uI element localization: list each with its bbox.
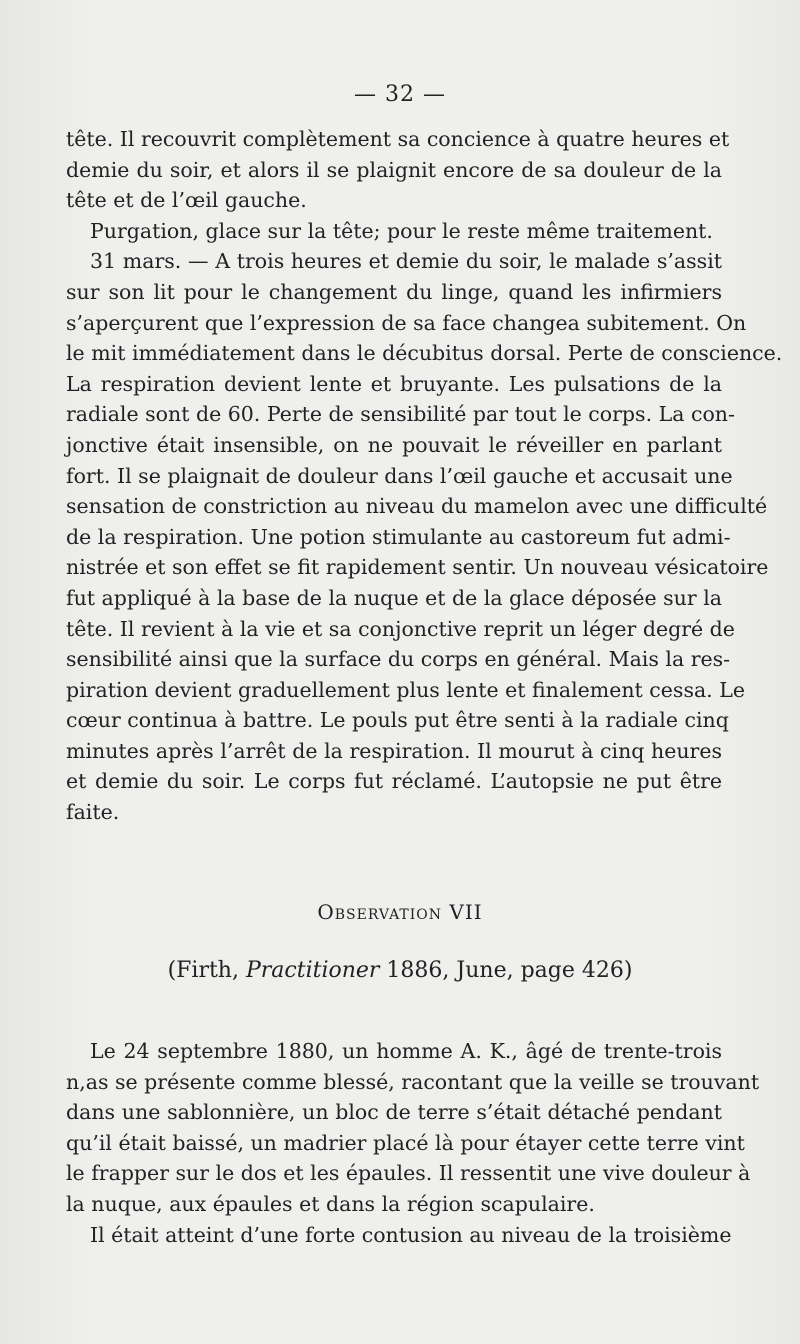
text-line: 31 mars. — A trois heures et demie du soir, le malade s’assit (90, 249, 722, 274)
text-line: Le 24 septembre 1880, un homme A. K., âgé de trente-trois (90, 1039, 722, 1063)
text-line: faite. (66, 800, 120, 825)
text-line: La respiration devient lente et bruyante. Les pulsations de la (66, 371, 722, 396)
text-line: piration devient graduellement plus lente et finalement cessa. Le (66, 677, 745, 702)
text-line: sensibilité ainsi que la surface du corps en général. Mais la res- (66, 647, 731, 672)
text-block-lower (66, 1036, 760, 1250)
text-line: nistrée et son effet se fit rapidement sentir. Un nouveau vésicatoire (66, 555, 769, 580)
text-line: tête. Il recouvrit complètement sa concience à quatre heures et (66, 127, 730, 151)
page-number: — 32 — (354, 82, 446, 107)
observation-heading: Observation VII (317, 900, 483, 924)
citation-author: (Firth, (167, 958, 246, 983)
text-line: radiale sont de 60. Perte de sensibilité par tout le corps. La con- (66, 402, 735, 427)
text-line: sur son lit pour le changement du linge, quand les infirmiers (66, 279, 722, 304)
text-line: fort. Il se plaignait de douleur dans l’œil gauche et accusait une (66, 463, 733, 488)
citation-journal: Practitioner (245, 958, 380, 983)
text-line: jonctive était insensible, on ne pouvait le réveiller en parlant (66, 432, 722, 457)
text-line: de la respiration. Une potion stimulante au castoreum fut admi- (66, 524, 731, 549)
text-line: fut appliqué à la base de la nuque et de la glace déposée sur la (66, 585, 722, 610)
text-line: sensation de constriction au niveau du mamelon avec une difficulté (66, 494, 768, 519)
text-line: cœur continua à battre. Le pouls put être senti à la radiale cinq (66, 708, 729, 733)
citation-details: 1886, June, page 426) (379, 958, 633, 983)
observation-citation (0, 958, 800, 983)
text-line: n,as se présente comme blessé, racontant que la veille se trouvant (66, 1069, 760, 1094)
text-line: minutes après l’arrêt de la respiration. Il mourut à cinq heures (66, 738, 722, 763)
text-line: dans une sablonnière, un bloc de terre s’était détaché pendant (66, 1100, 722, 1125)
text-line: s’aperçurent que l’expression de sa face changea subitement. On (66, 310, 747, 335)
text-line: Purgation, glace sur la tête; pour le reste même traitement. (90, 218, 713, 243)
text-line: qu’il était baissé, un madrier placé là pour étayer cette terre vint (66, 1130, 745, 1155)
text-line: le mit immédiatement dans le décubitus dorsal. Perte de conscience. (66, 341, 783, 366)
text-line: et demie du soir. Le corps fut réclamé. L’autopsie ne put être (66, 769, 722, 794)
text-line: tête. Il revient à la vie et sa conjonctive reprit un léger degré de (66, 616, 735, 641)
text-line: demie du soir, et alors il se plaignit encore de sa douleur de la (66, 157, 722, 182)
text-line: Il était atteint d’une forte contusion au niveau de la troisième (90, 1222, 732, 1247)
text-line: le frapper sur le dos et les épaules. Il ressentit une vive douleur à (66, 1161, 751, 1186)
text-line: la nuque, aux épaules et dans la région scapulaire. (66, 1191, 595, 1216)
text-line: tête et de l’œil gauche. (66, 188, 307, 213)
text-block-upper (66, 124, 783, 828)
